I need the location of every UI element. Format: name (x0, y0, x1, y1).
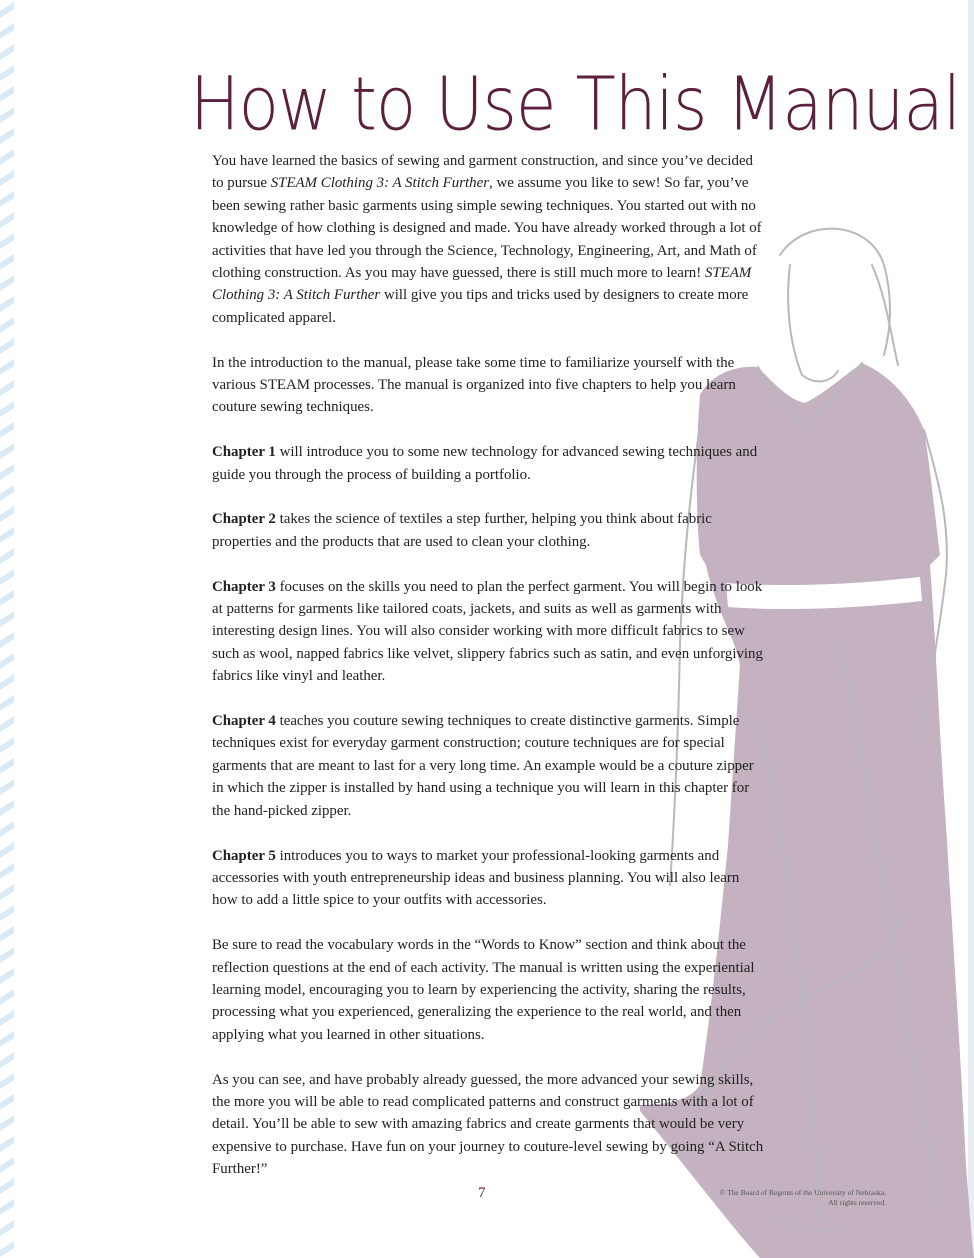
page-title: How to Use This Manual (190, 61, 961, 148)
book-title-italic-2: STEAM Clothing 3: A Stitch Further (212, 265, 752, 304)
chapter-4-label: Chapter 4 (212, 713, 276, 730)
intro-text-2: , we assume you like to sew! So far, you’ve been sewing rather basic garments using simple sewing techniques. You started out with no knowledge of how clothing is designed and made. You have already worked through a lot of activities that have led you through the Science, Technology, Engineering, Art, and Math of clothing construction. As you may have guessed, there is still much more to learn! (212, 175, 762, 282)
chapter-4-text: teaches you couture sewing techniques to create distinctive garments. Simple techniques exist for everyday garment construction; couture techniques are for special garments that are meant to last for a very long time. An example would be a couture zipper in which the zipper is installed by hand using a technique you will learn in this chapter for the hand-picked zipper. (212, 713, 754, 819)
chapter-2-paragraph (212, 508, 764, 553)
vocabulary-paragraph: Be sure to read the vocabulary words in the “Words to Know” section and think about the reflection questions at the end of each activity. The manual is written using the experiential learning model, encouraging you to learn by experiencing the activity, sharing the results, processing what you experienced, generalizing the experience to the real world, and then applying what you learned in other situations. (212, 937, 755, 1043)
chapter-5-label: Chapter 5 (212, 847, 276, 864)
intro-paragraph (212, 150, 764, 329)
chapter-4-paragraph (212, 710, 764, 822)
chapter-3-label: Chapter 3 (212, 578, 276, 595)
zigzag-stripe-border-icon (0, 0, 18, 1258)
face-line (788, 265, 838, 381)
copyright-line-2: All rights reserved. (828, 1198, 886, 1207)
chapter-2-label: Chapter 2 (212, 511, 276, 528)
copyright-notice (720, 1188, 886, 1208)
closing-paragraph: As you can see, and have probably already guessed, the more advanced your sewing skills, the more you will be able to read complicated patterns and construct garments with a lot of detail. You’ll be able to sew with amazing fabrics and create garments that would be very expensive to purchase. Have fun on your journey to couture-level sewing by going “A Stitch Further!” (212, 1071, 764, 1178)
body-text (212, 150, 764, 1203)
intro-text-1: You have learned the basics of sewing and garment construction, and since you’ve decided to pursue (212, 153, 754, 192)
page-number: 7 (478, 1185, 486, 1201)
chapter-1-label: Chapter 1 (212, 444, 276, 461)
organization-paragraph: In the introduction to the manual, please take some time to familiarize yourself with the various STEAM processes. The manual is organized into five chapters to help you learn couture sewing techniques. (212, 354, 736, 416)
chapter-5-text: introduces you to ways to market your professional-looking garments and accessories with youth entrepreneurship ideas and business planning. You will also learn how to add a little spice to your outfits with accessories. (212, 847, 740, 909)
chapter-1-text: will introduce you to some new technology for advanced sewing techniques and guide you through the process of building a portfolio. (212, 444, 758, 483)
hair-line (780, 229, 890, 355)
chapter-1-paragraph (212, 441, 764, 486)
chapter-3-text: focuses on the skills you need to plan the perfect garment. You will begin to look at patterns for garments like tailored coats, jackets, and suits as well as garments with interesting design lines. You will also consider working with more difficult fabrics to sew such as wool, napped fabrics like velvet, slippery fabrics such as satin, and even unforgiving fabrics like vinyl and leather. (212, 578, 763, 685)
intro-text-3: will give you tips and tricks used by designers to create more complicated apparel. (212, 287, 749, 326)
chapter-2-text: takes the science of textiles a step further, helping you think about fabric properties and the products that are used to clean your clothing. (212, 511, 712, 550)
chapter-3-paragraph (212, 576, 764, 688)
chapter-5-paragraph (212, 845, 764, 912)
book-title-italic-1: STEAM Clothing 3: A Stitch Further (270, 175, 489, 192)
copyright-line-1: © The Board of Regents of the University of Nebraska. (719, 1188, 886, 1197)
